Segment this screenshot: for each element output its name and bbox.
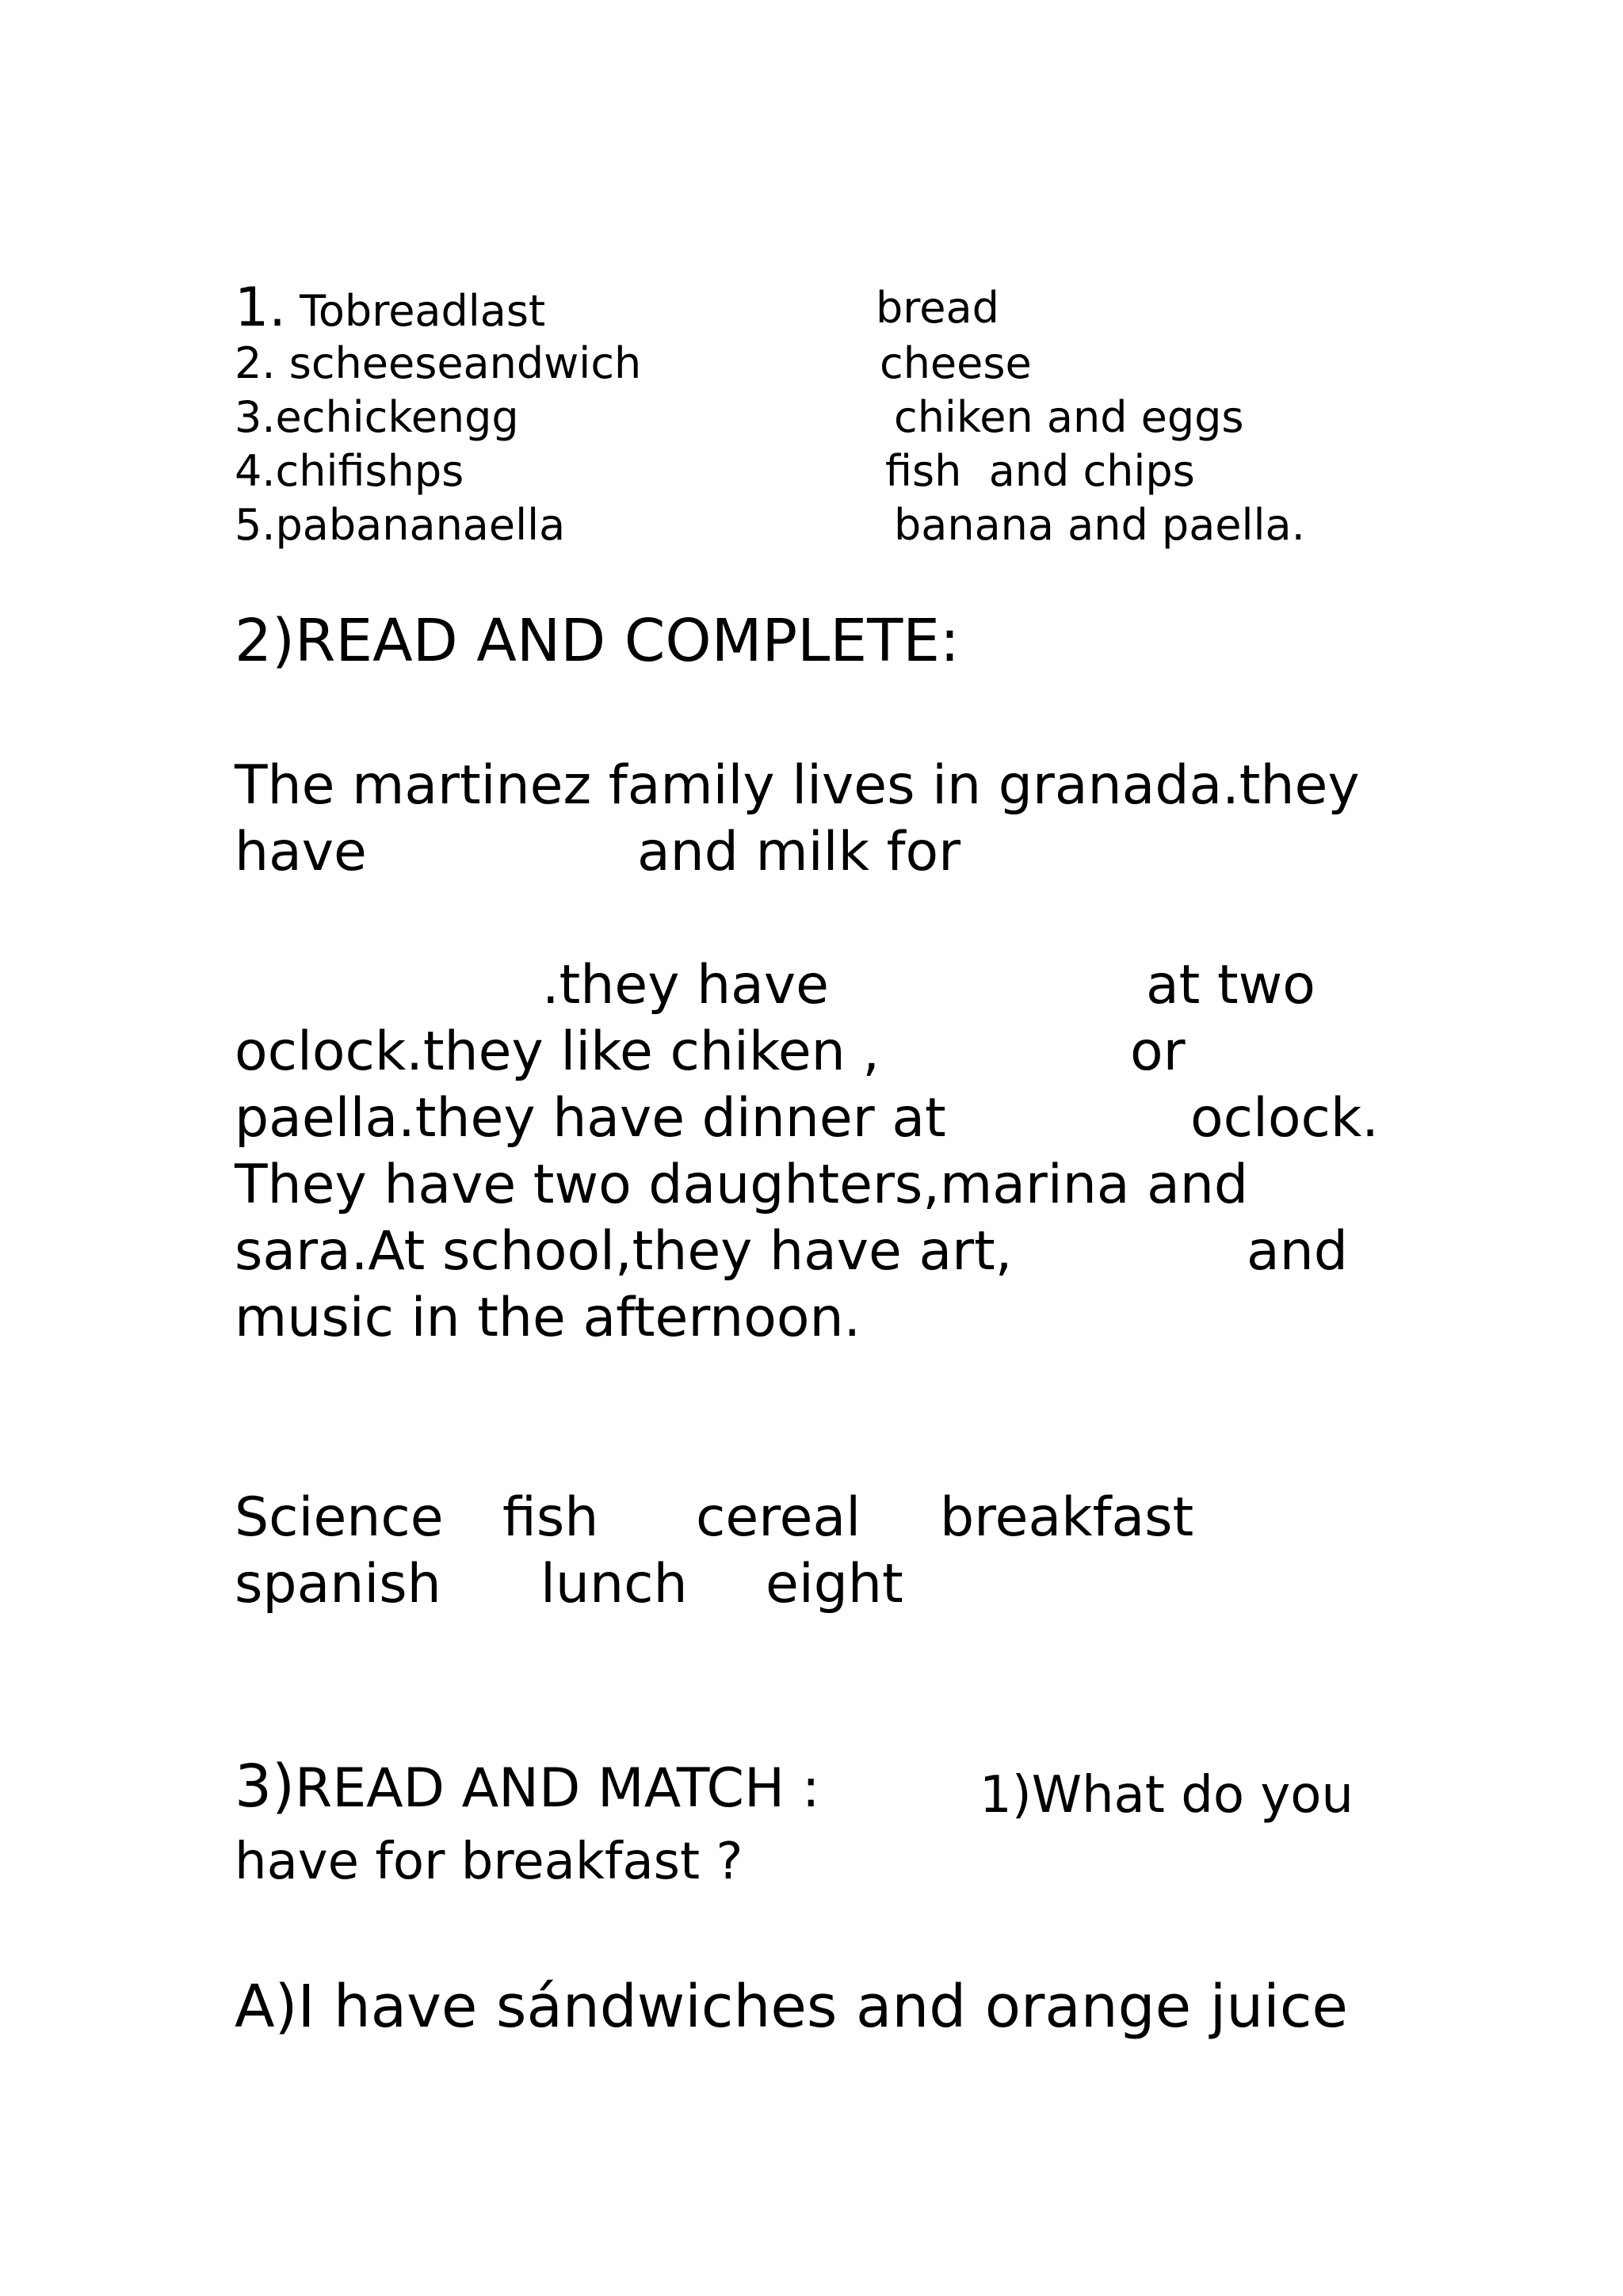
list-answer: cheese: [880, 338, 1032, 388]
question-text: 1)What do you: [980, 1766, 1354, 1825]
list-answer: fish and chips: [885, 446, 1195, 496]
word-bank-item: cereal: [696, 1486, 861, 1549]
paragraph-line: and: [1247, 1220, 1348, 1283]
word-bank-item: breakfast: [940, 1486, 1194, 1549]
paragraph-line: sara.At school,they have art,: [235, 1220, 1013, 1283]
list-answer: banana and paella.: [894, 500, 1305, 550]
paragraph-line: and milk for: [637, 821, 961, 883]
paragraph-line: oclock.they like chiken ,: [235, 1020, 880, 1083]
paragraph-line: They have two daughters,marina and: [235, 1154, 1249, 1216]
word-bank-item: fish: [502, 1486, 599, 1549]
question-text: have for breakfast ?: [235, 1833, 743, 1891]
word-bank-item: spanish: [235, 1553, 441, 1615]
paragraph-line: .they have: [542, 954, 829, 1016]
paragraph-line: paella.they have dinner at: [235, 1087, 946, 1150]
list-item: 4.chifishps: [235, 446, 464, 496]
word-bank-item: Science: [235, 1486, 444, 1549]
paragraph-line: oclock.: [1190, 1087, 1379, 1150]
list-item: 2. scheeseandwich: [235, 338, 642, 388]
section-heading: 2)READ AND COMPLETE:: [235, 607, 960, 675]
list-answer: chiken and eggs: [894, 392, 1244, 442]
paragraph-line: music in the afternoon.: [235, 1287, 861, 1349]
list-item: 1. Tobreadlast: [235, 277, 546, 339]
paragraph-line: The martinez family lives in granada.they: [235, 754, 1360, 817]
list-item: 5.pabananaella: [235, 500, 566, 550]
word-bank-item: eight: [766, 1553, 903, 1615]
list-answer: bread: [876, 283, 999, 333]
answer-option: A)I have sándwiches and orange juice: [235, 1973, 1348, 2041]
section-heading: 3)READ AND MATCH :: [235, 1753, 820, 1821]
paragraph-line: have: [235, 821, 367, 883]
list-item: 3.echickengg: [235, 392, 519, 442]
paragraph-line: at two: [1146, 954, 1316, 1016]
word-bank-item: lunch: [540, 1553, 688, 1615]
paragraph-line: or: [1130, 1020, 1186, 1083]
